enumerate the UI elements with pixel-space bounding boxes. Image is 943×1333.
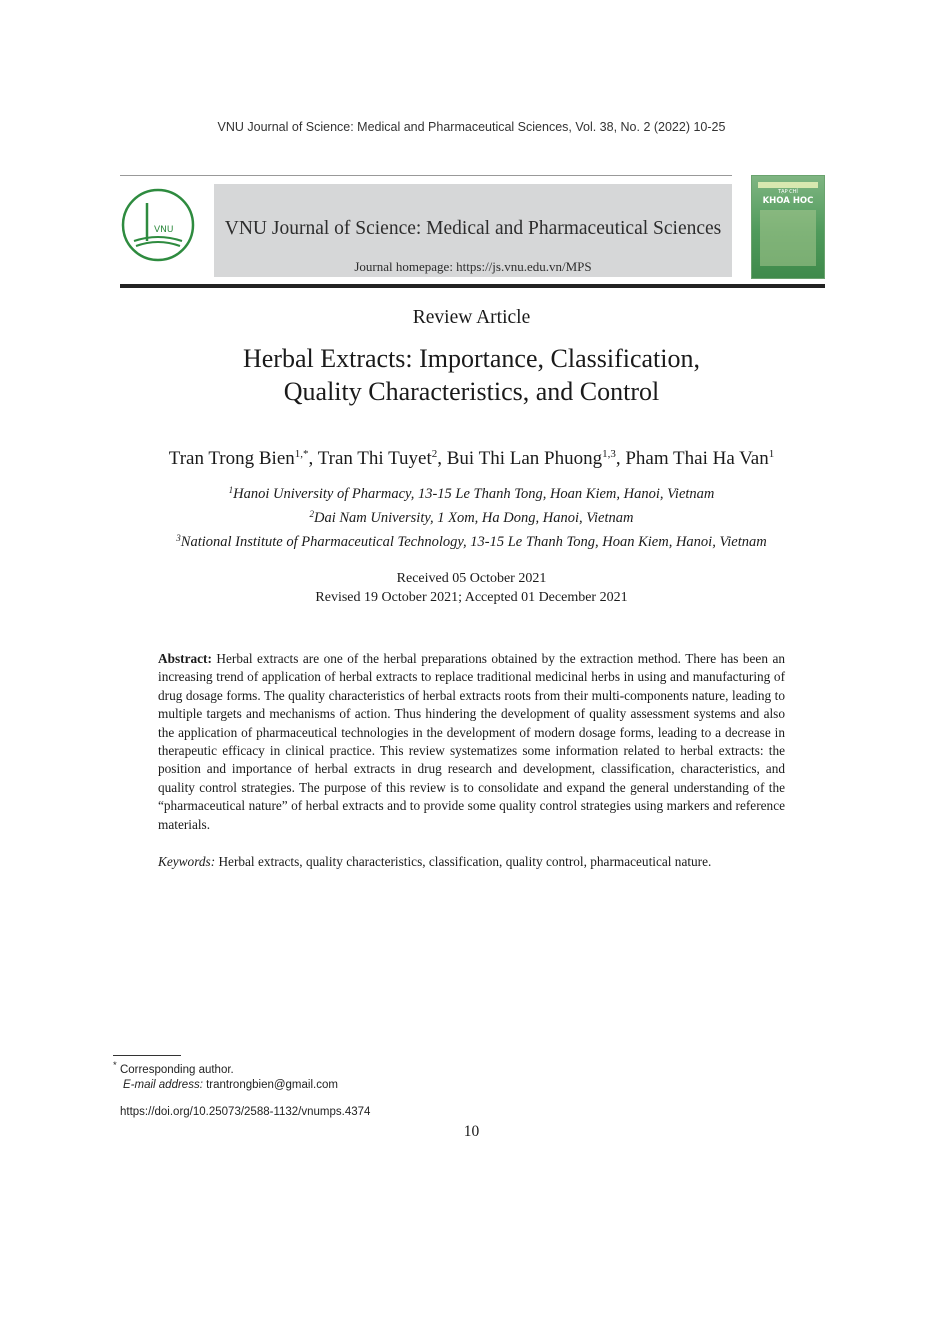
running-head: VNU Journal of Science: Medical and Pharmaceutical Sciences, Vol. 38, No. 2 (2022) 10-25 — [217, 120, 726, 134]
journal-homepage: Journal homepage: https://js.vnu.edu.vn/MPS — [354, 259, 592, 274]
article-dates — [0, 569, 943, 607]
logo-text: VNU — [154, 225, 174, 235]
paper-title — [0, 342, 943, 408]
affiliation-3 — [0, 533, 943, 551]
revised-accepted-date: Revised 19 October 2021; Accepted 01 December 2021 — [315, 590, 628, 605]
abstract — [158, 650, 785, 834]
corresponding-label: Corresponding author. — [119, 1063, 234, 1076]
page-number: 10 — [463, 1123, 480, 1140]
keywords — [158, 854, 785, 870]
banner-title-block — [214, 184, 732, 277]
keywords-text: Herbal extracts, quality characteristics, classification, quality control, pharmaceutical nature. — [218, 854, 712, 869]
author-sup: 2 — [431, 448, 438, 460]
title-line-2: Quality Characteristics, and Control — [283, 377, 660, 406]
footnote-mark: * — [113, 1060, 117, 1071]
author-sep: , — [308, 448, 318, 469]
article-type: Review Article — [412, 307, 531, 328]
affiliation-2 — [0, 509, 943, 527]
footnote-email — [123, 1079, 338, 1091]
affiliation-sup: 3 — [176, 533, 181, 543]
journal-cover-image — [751, 175, 825, 279]
author-list — [0, 448, 943, 470]
author-sup: 1,3 — [602, 448, 616, 460]
author-name: Bui Thi Lan Phuong — [446, 448, 603, 469]
banner-bottom-rule — [120, 284, 825, 288]
banner-top-rule — [120, 175, 732, 176]
affiliation-sup: 1 — [228, 485, 234, 495]
author-name: Tran Trong Bien — [168, 448, 295, 469]
affiliation-1 — [0, 485, 943, 503]
email-address[interactable]: trantrongbien@gmail.com — [206, 1079, 338, 1091]
footnote-rule — [113, 1055, 181, 1056]
cover-header-strip — [758, 182, 818, 188]
cover-title: KHOA HOC — [762, 196, 814, 206]
keywords-label: Keywords: — [158, 854, 216, 869]
footnote-corresponding — [113, 1060, 234, 1076]
abstract-label: Abstract: — [158, 651, 212, 666]
author-sup: 1 — [768, 448, 775, 460]
author-name: Pham Thai Ha Van — [625, 448, 769, 469]
vnu-logo-icon — [120, 187, 196, 263]
abstract-text: Herbal extracts are one of the herbal preparations obtained by the extraction method. There has been an increasing trend of application of herbal extracts to replace traditional medicinal herbs in using and manufacturing of drug dosage forms. The quality characteristics of herbal extracts roots from their multi-components nature, leading to multiple targets and mechanisms of action. Thus hindering the development of quality assessment systems and also the application of pharmaceutical technologies in the development of modern dosage forms, leading to a decrease in therapeutic efficacy in clinical practice. This review systematizes some information related to herbal extracts: the position and importance of herbal extracts in drug research and development, classification, characteristics, and quality control strategies. The purpose of this review is to consolidate and expand the general understanding of the “pharmaceutical nature” of herbal extracts and to provide some quality control strategies using markers and reference materials. — [158, 651, 785, 832]
affiliation-text: Hanoi University of Pharmacy, 13-15 Le Thanh Tong, Hoan Kiem, Hanoi, Vietnam — [233, 486, 715, 502]
email-label: E-mail address: — [123, 1079, 203, 1091]
author-sup: 1,* — [294, 448, 309, 460]
received-date: Received 05 October 2021 — [396, 571, 547, 586]
journal-title: VNU Journal of Science: Medical and Pharmaceutical Sciences — [224, 218, 722, 239]
cover-small-text: TẠP CHÍ — [778, 189, 798, 195]
affiliation-sup: 2 — [309, 509, 314, 519]
author-name: Tran Thi Tuyet — [317, 448, 432, 469]
affiliation-text: National Institute of Pharmaceutical Technology, 13-15 Le Thanh Tong, Hoan Kiem, Hanoi, Vietnam — [180, 534, 767, 550]
cover-artwork — [760, 210, 816, 266]
affiliation-text: Dai Nam University, 1 Xom, Ha Dong, Hanoi, Vietnam — [313, 510, 634, 526]
author-sep: , — [615, 448, 626, 469]
title-line-1: Herbal Extracts: Importance, Classification, — [242, 344, 700, 373]
journal-banner — [120, 175, 825, 288]
author-sep: , — [437, 448, 447, 469]
doi-link[interactable]: https://doi.org/10.25073/2588-1132/vnumps.4374 — [120, 1106, 371, 1118]
